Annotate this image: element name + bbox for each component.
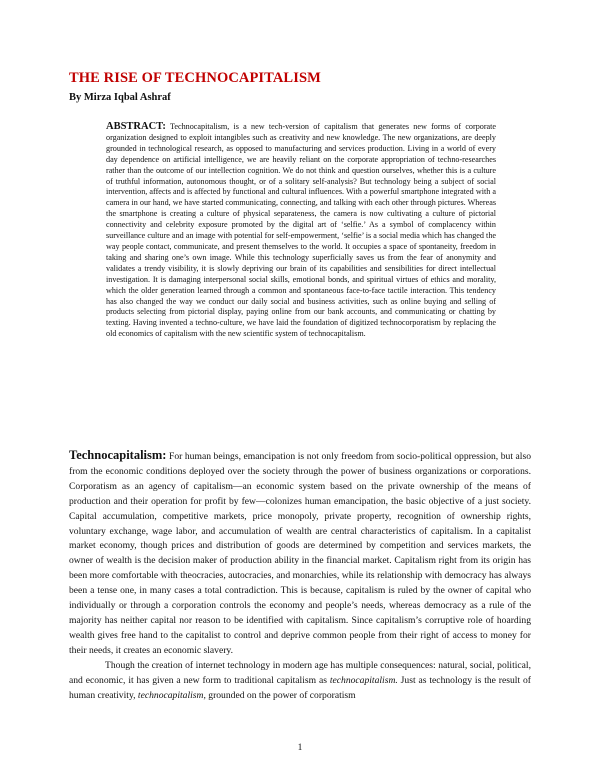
section-heading: Technocapitalism: — [69, 448, 167, 462]
paragraph-2-emphasis-1: technocapitalism. — [329, 674, 398, 686]
abstract-block — [106, 122, 496, 340]
abstract-label: ABSTRACT: — [106, 121, 166, 132]
paragraph-1-text: For human beings, emancipation is not only freedom from socio-political oppression, but also from the economic conditions deployed over the society through the power of business organizations or corporations. Corporatism as an agency of capitalism—an economic system based on the private ownership of the means of production and their operation for profit by few—colonizes human emancipation, the basic objective of a just society. Capital accumulation, competitive markets, price monopoly, private property, recognition of ownership rights, voluntary exchange, wage labor, and accumulation of wealth are central characteristics of capitalism. In a capitalist market economy, though prices and distribution of goods are determined by competition and services markets, the owner of wealth is the decision maker of production ability in the financial market. Capitalism right from its origin has been more comfortable with theocracies, autocracies, and monarchies, while its relationship with democracy has always been a tense one, in many cases a total contradiction. This is because, capitalism is ruled by the owner of capital who individually or through a corporation controls the economy and people’s needs, whereas democracy as a rule of the majority has neither capital nor reason to be identified with capitalism. Since capitalism’s corruptive role of hoarding wealth gives free hand to the capitalist to control and deprive common people from their right of access to money for their needs, it creates an economic slavery. — [69, 451, 531, 656]
body-paragraph-1 — [69, 448, 531, 659]
page-number: 1 — [297, 743, 303, 753]
body-section — [69, 448, 531, 703]
paragraph-2-emphasis-2: technocapitalism, — [137, 689, 206, 701]
body-paragraph-2 — [69, 659, 531, 704]
paragraph-2-text-a: Though the creation of internet technology in modern age has multiple consequences: natural, social, political, and economic, it has given a new form to traditional capitalism as — [69, 659, 531, 686]
author-byline: By Mirza Iqbal Ashraf — [69, 92, 171, 103]
abstract-text: Technocapitalism, is a new tech-version of capitalism that generates new forms of corporate organization designed to exploit intangibles such as creativity and new knowledge. The new organizations, are deeply grounded in technological research, as opposed to manufacturing and services production. Living in a world of every day dependence on artificial intelligence, we are heavily reliant on the corporate appropriation of techno-researches rather than the outcome of our intellection cognition. We do not think and question ourselves, whether this is a culture of truthful information, autonomous thought, or of a solitary self-analysis? But technology being a subject of social intervention, affects and is affected by functional and cultural influences. With a powerful smartphone integrated with a camera in our hand, we have started communicating, connecting, and talking with each other through pictures. Whereas the smartphone is creating a culture of physical separateness, the camera is now cultivating a culture of pictorial connectivity and celebrity exposure promoted by the digital art of ‘selfie.’ As a symbol of complacency within surveillance culture and an image with potential for self-empowerment, ‘selfie’ is a social media which has changed the way people contact, communicate, and present themselves to the world. It occupies a space of spontaneity, freedom in taking and sharing one’s own image. While this technology superficially saves us from the fear of anonymity and validates a trendy visibility, it is slowly depriving our brain of its capabilities and sensibilities for direct intellectual investigation. It is damaging interpersonal social skills, emotional bonds, and spiritual virtues of ethics and morality, which the older generation learned through a common and spontaneous face-to-face tactile interaction. This tendency has also changed the way we conduct our daily social and business activities, such as online buying and selling of products selecting from pictorial display, paying online from our bank accounts, and communicating or chatting by texting. Having invented a techno-culture, we have laid the foundation of digitized technocorporatism by replacing the old economics of capitalism with the new scientific system of technocapitalism. — [106, 122, 496, 339]
paragraph-2-text-b: Just as technology is the result of human creativity, — [69, 674, 531, 701]
paper-title: THE RISE OF TECHNOCAPITALISM — [69, 70, 321, 86]
paragraph-2-text-c: grounded on the power of corporatism — [205, 689, 356, 701]
